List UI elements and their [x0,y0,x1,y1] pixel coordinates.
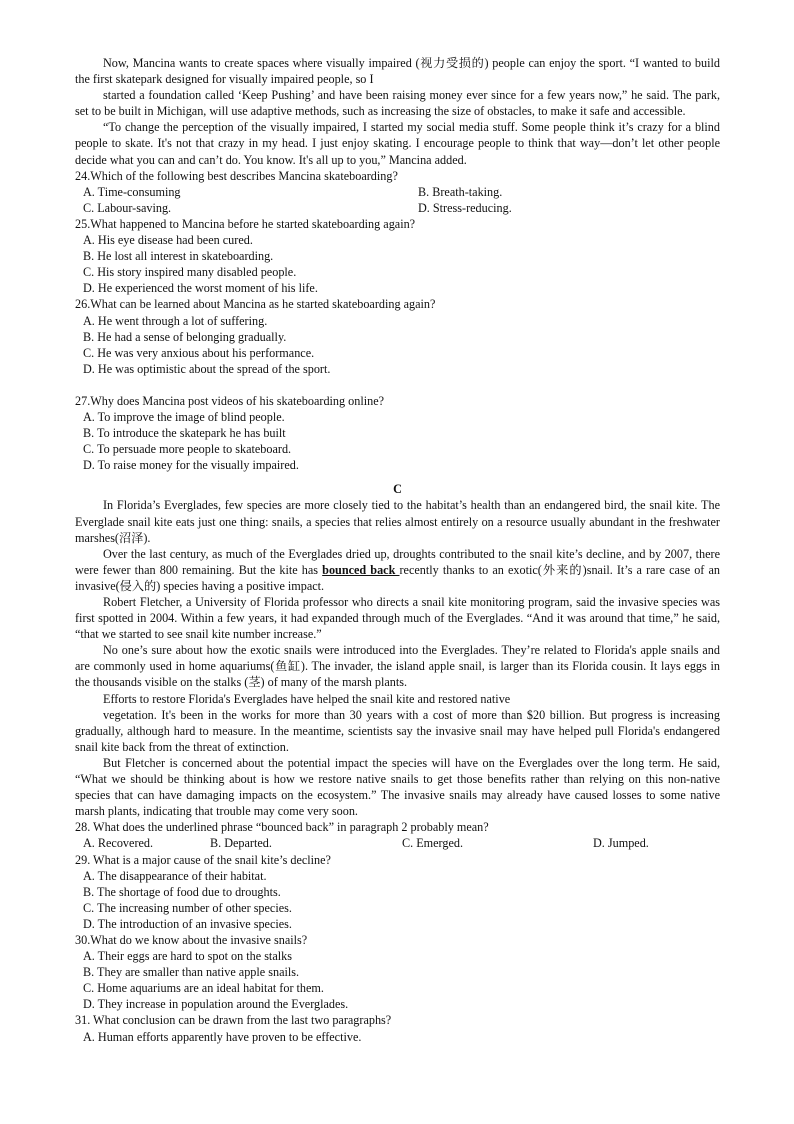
option-b[interactable]: B. He had a sense of belonging gradually. [83,329,287,344]
question-30 [75,932,720,1012]
option-a[interactable]: A. His eye disease had been cured. [83,233,253,248]
question-31 [75,1012,720,1044]
option-c[interactable]: C. Home aquariums are an ideal habitat for them. [83,981,324,996]
option-a[interactable]: A. The disappearance of their habitat. [83,868,267,883]
option-a[interactable]: A. Their eggs are hard to spot on the stalks [83,949,292,964]
paragraph-b2: “To change the perception of the visually impaired, I started my social media stuff. Some people think it’s crazy for a blind people to skate. It's not that crazy in my head. I just enjoy skating. I encourage people to think that way—don’t let other people decide what you can and can’t do. You know. It's all up to you,” Mancina added. [75,120,720,167]
option-d[interactable]: D. Stress-reducing. [418,200,512,215]
option-b[interactable]: B. They are smaller than native apple snails. [83,965,300,980]
option-b[interactable]: B. To introduce the skatepark he has built [83,426,286,441]
option-c[interactable]: C. Labour-saving. [83,200,172,215]
option-d[interactable]: D. The introduction of an invasive species. [83,916,292,931]
page-content [75,55,720,1045]
spacer [75,377,720,393]
section-heading: C [393,482,402,497]
paragraph-b1a: Now, Mancina wants to create spaces where visually impaired (视力受损的) people can enjoy the sport. “I wanted to build the first skatepark designed for visually impaired people, so I [75,56,720,87]
option-row [75,200,720,216]
question-stem: 29. What is a major cause of the snail kite’s decline? [75,852,331,867]
option-d[interactable]: D. To raise money for the visually impaired. [83,458,299,473]
option-d[interactable]: D. He experienced the worst moment of his life. [83,281,318,296]
option-c[interactable]: C. To persuade more people to skateboard. [83,442,292,457]
paragraph-c5b: vegetation. It's been in the works for more than 30 years with a cost of more than $20 billion. But progress is increasing gradually, although hard to measure. In the meantime, scientists say the invasive snail may have helped pull Florida's endangered snail kite back from the threat of extinction. [75,707,720,754]
option-c[interactable]: C. He was very anxious about his performance. [83,345,315,360]
paragraph-c3: Robert Fletcher, a University of Florida professor who directs a snail kite monitoring program, said the invasive species was first spotted in 2004. Within a few years, it had expanded through much of the Everglades. “And it was around that time,” he said, “that we started to see snail kite number increase.” [75,595,720,642]
paragraph-c6: But Fletcher is concerned about the potential impact the species will have on the Everglades over the long term. He said, “What we should be thinking about is how we restore native snails to get those benefits rather than relying on this non-native species that can have damaging impacts on the ecosystem.” The invasive snails may already have caused losses to some native marsh plants, indicating that trouble may come very soon. [75,755,720,819]
question-stem: 30.What do we know about the invasive snails? [75,932,308,947]
option-c[interactable]: C. The increasing number of other species. [83,900,292,915]
option-d[interactable]: D. Jumped. [593,836,649,851]
option-d[interactable]: D. They increase in population around the Everglades. [83,997,349,1012]
paragraph-b1b: started a foundation called ‘Keep Pushing’ and have been raising money ever since for a few years now,” he said. The park, set to be built in Michigan, will use adaptive methods, such as increasing the size of obstacles, to make it safe and accessible. [75,88,720,119]
option-b[interactable]: B. Breath-taking. [418,184,503,199]
option-a[interactable]: A. He went through a lot of suffering. [83,313,268,328]
paragraph-c4: No one’s sure about how the exotic snails were introduced into the Everglades. They’re related to Florida's apple snails and are commonly used in home aquariums(鱼缸). The invader, the island apple snail, is larger than its Florida cousin. It lays eggs in the thousands visible on the stalks (茎) of many of the marsh plants. [75,643,720,690]
option-a[interactable]: A. Human efforts apparently have proven to be effective. [83,1029,362,1044]
paragraph-c1: In Florida’s Everglades, few species are more closely tied to the habitat’s health than an endangered bird, the snail kite. The Everglade snail kite eats just one thing: snails, a species that relies almost entirely on a resource usually abundant in the freshwater marshes(沼泽). [75,498,720,545]
question-25 [75,216,720,296]
paragraph-c2 [75,546,720,594]
question-26 [75,296,720,376]
question-stem: 31. What conclusion can be drawn from the last two paragraphs? [75,1013,392,1028]
question-stem: 24.Which of the following best describes Mancina skateboarding? [75,168,398,183]
option-a[interactable]: A. To improve the image of blind people. [83,409,285,424]
question-stem: 27.Why does Mancina post videos of his skateboarding online? [75,393,385,408]
option-b[interactable]: B. Departed. [210,836,272,851]
paragraph-c2-end: recently thanks to an exotic(外来的)snail. It’s a rare case of an invasive(侵入的) species having a positive impact. [75,562,720,593]
question-stem: 25.What happened to Mancina before he started skateboarding again? [75,216,416,231]
underlined-phrase: bounced back [322,562,400,577]
question-28 [75,819,720,851]
question-24 [75,168,720,216]
option-row [75,835,720,851]
option-a[interactable]: A. Time-consuming [83,184,181,199]
paragraph-c5a: Efforts to restore Florida's Everglades have helped the snail kite and restored native [103,691,511,706]
option-c[interactable]: C. His story inspired many disabled people. [83,265,297,280]
paragraph-c2-start: Over the last century, as much of the Everglades dried up, droughts contributed to the snail kite’s decline, and by 2007, there were fewer than 800 remaining. But the kite has [75,546,720,577]
option-b[interactable]: B. He lost all interest in skateboarding. [83,249,274,264]
option-row [75,184,720,200]
option-c[interactable]: C. Emerged. [402,836,464,851]
question-stem: 28. What does the underlined phrase “bounced back” in paragraph 2 probably mean? [75,820,489,835]
option-b[interactable]: B. The shortage of food due to droughts. [83,884,281,899]
question-29 [75,852,720,932]
option-d[interactable]: D. He was optimistic about the spread of the sport. [83,361,331,376]
option-a[interactable]: A. Recovered. [83,836,154,851]
question-27 [75,393,720,473]
question-stem: 26.What can be learned about Mancina as he started skateboarding again? [75,297,436,312]
